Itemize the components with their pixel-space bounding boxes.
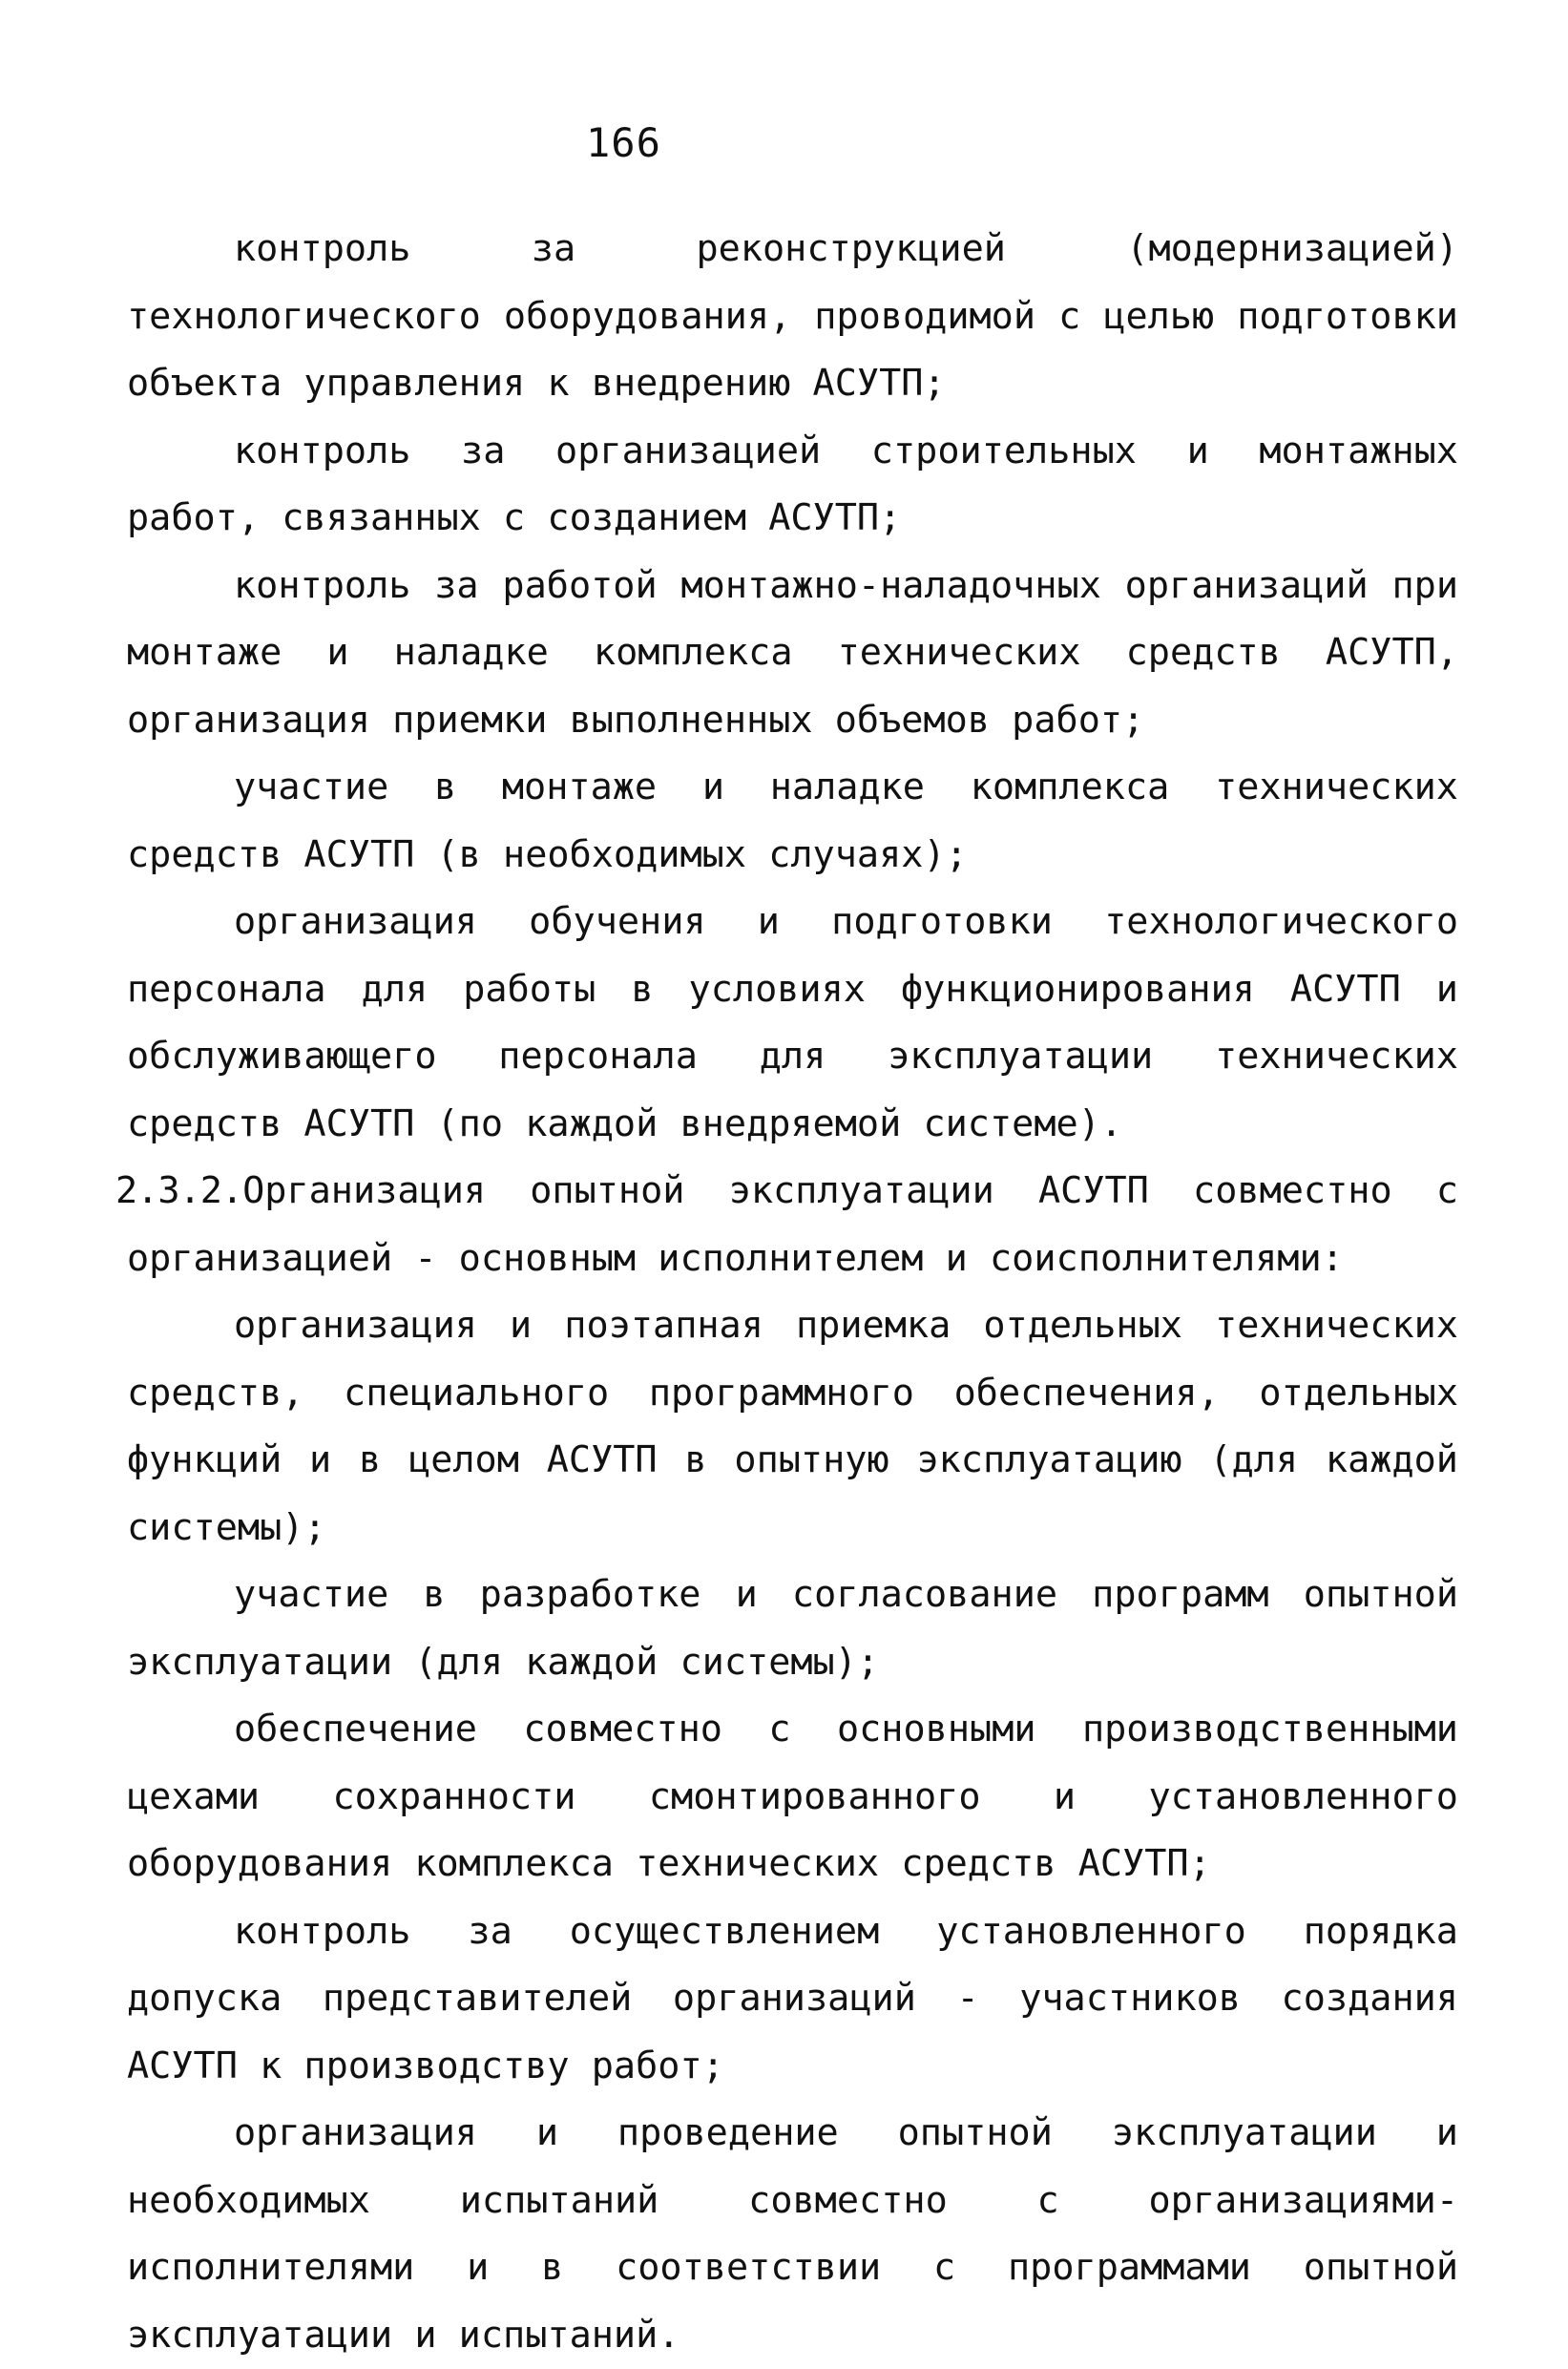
section-item-access-control: контроль за осуществлением установленного порядка допуска представителей организаций - участников создания АСУТП к производству работ;	[127, 1909, 1458, 2087]
section-heading	[115, 1158, 1458, 1292]
section-text: Организация опытной эксплуатации АСУТП совместно с организацией - основным исполнителем и соисполнителями:	[127, 1169, 1458, 1280]
section-number: 2.3.2.	[115, 1169, 243, 1212]
paragraph-staff-training: организация обучения и подготовки технологического персонала для работы в условиях функционирования АСУТП и обслуживающего персонала для эксплуатации технических средств АСУТП (по каждой внедряемой системе).	[127, 900, 1458, 1145]
paragraph-installation-participation: участие в монтаже и наладке комплекса технических средств АСУТП (в необходимых случаях);	[127, 765, 1458, 876]
section-item-equipment-safety: обеспечение совместно с основными производственными цехами сохранности смонтированного и установленного оборудования комплекса технических средств АСУТП;	[127, 1708, 1458, 1885]
section-item-acceptance: организация и поэтапная приемка отдельных технических средств, специального программного обеспечения, отдельных функций и в целом АСУТП в опытную эксплуатацию (для каждой системы);	[127, 1304, 1458, 1549]
document-body	[115, 216, 1458, 2369]
paragraph-construction-control: контроль за организацией строительных и монтажных работ, связанных с созданием АСУТП;	[127, 429, 1458, 539]
paragraph-reconstruction-control: контроль за реконструкцией (модернизацией) технологического оборудования, проводимой с целью подготовки объекта управления к внедрению АСУТП;	[127, 227, 1458, 405]
section-item-program-development: участие в разработке и согласование программ опытной эксплуатации (для каждой системы);	[127, 1573, 1458, 1684]
paragraph-installation-control: контроль за работой монтажно-наладочных организаций при монтаже и наладке комплекса технических средств АСУТП, организация приемки выполненных объемов работ;	[127, 563, 1458, 742]
section-item-trial-operation: организация и проведение опытной эксплуатации и необходимых испытаний совместно с организациями-исполнителями и в соответствии с программами опытной эксплуатации и испытаний.	[127, 2111, 1458, 2357]
page-number: 166	[586, 119, 661, 166]
